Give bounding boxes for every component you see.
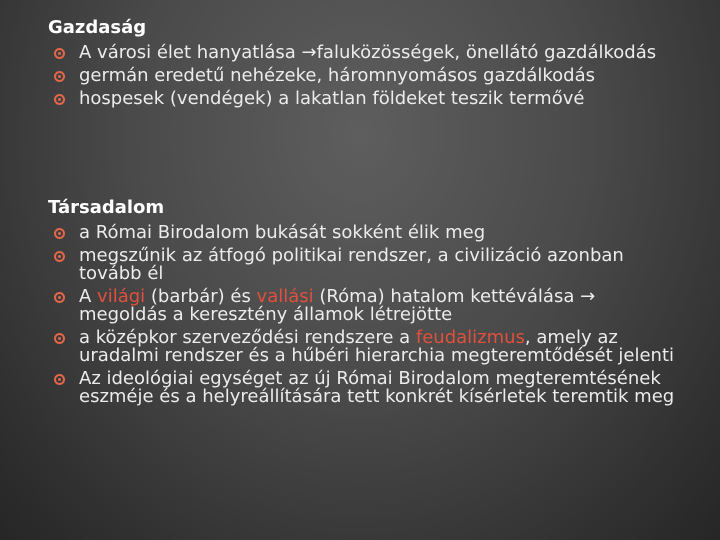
- circle-bullet-icon: [54, 228, 65, 239]
- section-tarsadalom: [48, 197, 688, 406]
- bullet-text: hospesek (vendégek) a lakatlan földeket teszik termővé: [79, 88, 585, 109]
- bullet-text: a Római Birodalom bukását sokként élik meg: [79, 222, 486, 243]
- bullet-text: , amely az uradalmi rendszer és a hűbéri hierarchia megteremtődését jelenti: [79, 327, 675, 366]
- bullet-text: A városi élet hanyatlása →faluközösségek, önellátó gazdálkodás: [79, 42, 657, 63]
- bullet-item: [48, 44, 688, 62]
- section-heading: Gazdaság: [48, 17, 147, 38]
- circle-bullet-icon: [54, 48, 65, 59]
- bullet-text: (Róma) hatalom kettéválása → megoldás a keresztény államok létrejötte: [79, 286, 596, 325]
- circle-bullet-icon: [54, 333, 65, 344]
- bullet-text: (barbár) és: [145, 286, 257, 307]
- highlight-term: vallási: [256, 286, 314, 307]
- circle-bullet-icon: [54, 94, 65, 105]
- bullet-item: [48, 247, 688, 283]
- bullet-item: [48, 288, 688, 324]
- highlight-term: feudalizmus: [415, 327, 525, 348]
- bullet-list: [48, 44, 688, 108]
- bullet-text: a középkor szerveződési rendszere a: [79, 327, 416, 348]
- bullet-text: A: [79, 286, 98, 307]
- bullet-text: germán eredetű nehézeke, háromnyomásos gazdálkodás: [79, 65, 596, 86]
- circle-bullet-icon: [54, 71, 65, 82]
- circle-bullet-icon: [54, 251, 65, 262]
- bullet-item: [48, 370, 688, 406]
- circle-bullet-icon: [54, 374, 65, 385]
- bullet-list: [48, 224, 688, 406]
- bullet-item: [48, 329, 688, 365]
- bullet-item: [48, 224, 688, 242]
- bullet-text: Az ideológiai egységet az új Római Birodalom megteremtésének eszméje és a helyreállítására tett konkrét kísérletek teremtik meg: [79, 368, 675, 407]
- section-gazdasag: [48, 17, 688, 108]
- section-heading: Társadalom: [48, 197, 165, 218]
- bullet-item: [48, 90, 688, 108]
- highlight-term: világi: [97, 286, 146, 307]
- bullet-item: [48, 67, 688, 85]
- circle-bullet-icon: [54, 292, 65, 303]
- bullet-text: megszűnik az átfogó politikai rendszer, a civilizáció azonban tovább él: [79, 245, 624, 284]
